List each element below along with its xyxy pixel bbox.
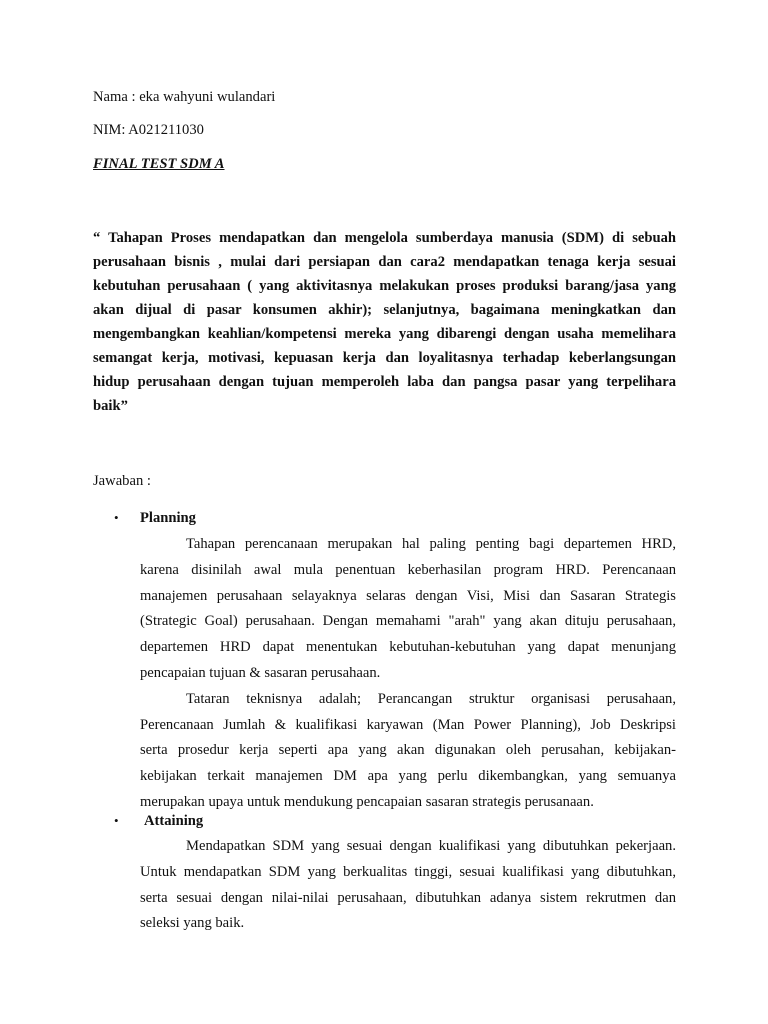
body-line: karena disinilah awal mula penentuan keberhasilan program HRD. Perencanaan [140,561,676,578]
bullet-icon: • [114,510,119,525]
question-line: semangat kerja, motivasi, kepuasan kerja dan loyalitasnya terhadap keberlangsungan [93,350,676,366]
body-line: kebijakan terkait manajemen DM apa yang perlu dikembangkan, yang semuanya [140,768,676,785]
bullet-icon: • [114,813,119,828]
body-line: pencapaian tujuan & sasaran perusahaan. [140,664,381,681]
section-body-planning [140,532,676,816]
body-line: (Strategic Goal) perusahaan. Dengan memahami "arah" yang akan dituju perusahaan, [140,613,676,630]
section-body-attaining [140,834,676,937]
body-line: Tataran teknisnya adalah; Perancangan struktur organisasi perusahaan, [186,690,676,707]
question-line: mengembangkan keahlian/kompetensi mereka yang dibarengi dengan usaha memelihara [93,326,676,342]
body-line: merupakan upaya untuk mendukung pencapaian sasaran strategis perusanaan. [140,793,594,810]
body-line: Tahapan perencanaan merupakan hal paling penting bagi departemen HRD, [186,536,676,552]
body-line: Untuk mendapatkan SDM yang berkualitas tinggi, sesuai kualifikasi yang dibutuhkan, [140,863,676,880]
body-line: seleksi yang baik. [140,915,245,932]
question-paragraph [93,226,676,418]
body-line: Perencanaan Jumlah & kualifikasi karyawan (Man Power Planning), Job Deskripsi [140,716,676,733]
question-line: “ Tahapan Proses mendapatkan dan mengelola sumberdaya manusia (SDM) di sebuah [93,230,676,246]
question-line: kebutuhan perusahaan ( yang aktivitasnya melakukan proses produksi barang/jasa yang [93,278,676,294]
question-line: perusahaan bisnis , mulai dari persiapan dan cara2 mendapatkan tenaga kerja sesuai [93,254,676,270]
section-title-attaining: Attaining [144,813,204,829]
body-line: Mendapatkan SDM yang sesuai dengan kualifikasi yang dibutuhkan pekerjaan. [186,838,676,854]
document-title: FINAL TEST SDM A [93,156,225,172]
section-title-planning: Planning [140,510,196,526]
student-nim: NIM: A021211030 [93,122,204,138]
body-line: serta prosedur kerja seperti apa yang akan digunakan oleh perusahan, kebijakan- [140,742,676,759]
body-line: serta sesuai dengan nilai-nilai perusahaan, dibutuhkan adanya sistem rekrutmen dan [140,889,676,906]
answer-label: Jawaban : [93,473,151,489]
student-name: Nama : eka wahyuni wulandari [93,89,276,105]
question-line: baik” [93,398,128,414]
body-line: departemen HRD dapat menentukan kebutuhan-kebutuhan yang dapat menunjang [140,639,676,656]
question-line: hidup perusahaan dengan tujuan memperoleh laba dan pangsa pasar yang terpelihara [93,374,676,390]
question-line: akan dijual di pasar konsumen akhir); selanjutnya, bagaimana meningkatkan dan [93,302,676,318]
body-line: manajemen perusahaan selayaknya selaras dengan Visi, Misi dan Sasaran Strategis [140,587,676,604]
